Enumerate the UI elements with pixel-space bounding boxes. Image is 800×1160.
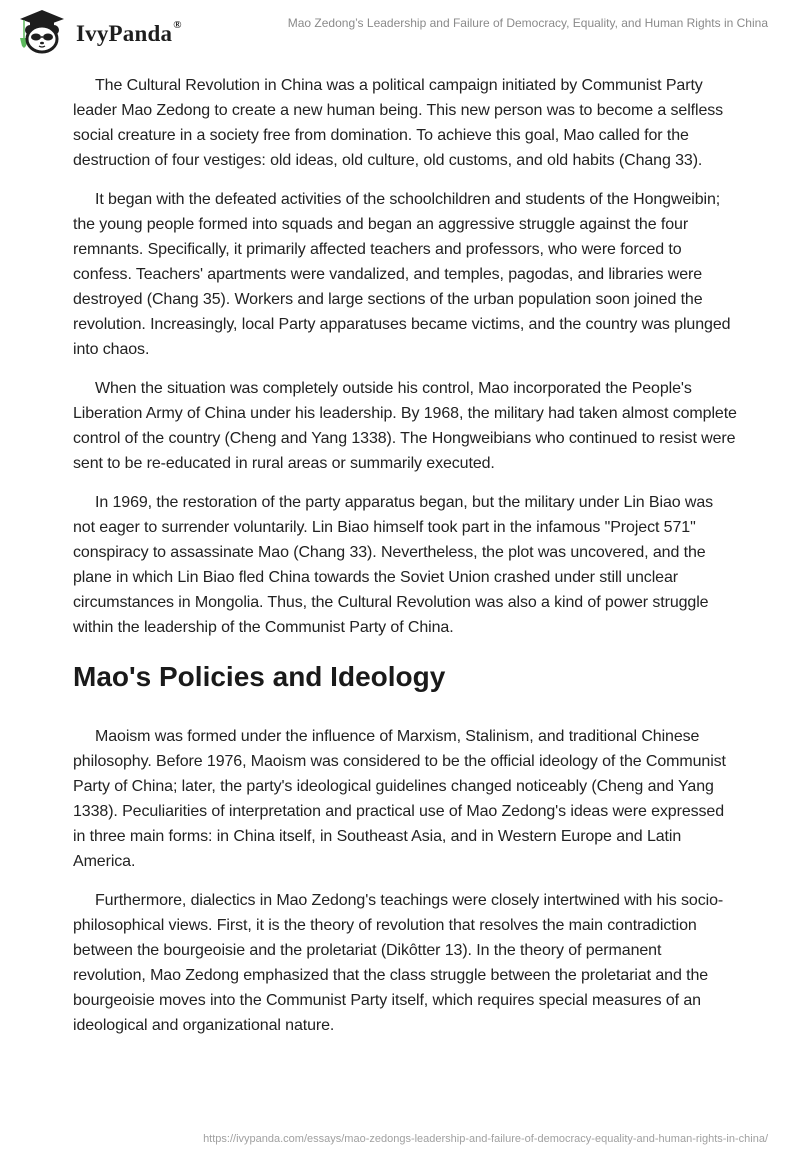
document-title: Mao Zedong’s Leadership and Failure of Democracy, Equality, and Human Rights in China [287, 16, 768, 30]
paragraph: Furthermore, dialectics in Mao Zedong's teachings were closely intertwined with his socio-philosophical views. First, it is the theory of revolution that resolves the main contradiction between the bourgeoisie and the proletariat (Dikôtter 13). In the theory of permanent revolution, Mao Zedong emphasized that the class struggle between the proletariat and the bourgeoisie moves into the Communist Party itself, which requires special measures of an ideological and organizational nature. [73, 892, 724, 1034]
paragraph: The Cultural Revolution in China was a political campaign initiated by Communist Party leader Mao Zedong to create a new human being. This new person was to become a selfless social creature in a society free from domination. To achieve this goal, Mao called for the destruction of four vestiges: old ideas, old culture, old customs, and old habits (Chang 33). [73, 77, 724, 169]
registered-mark: ® [173, 19, 182, 31]
essay-body [73, 73, 738, 1052]
ivypanda-logo[interactable] [16, 8, 182, 54]
paragraph: It began with the defeated activities of the schoolchildren and students of the Hongweibin; the young people formed into squads and began an aggressive struggle against the four remnants. Specifically, it primarily affected teachers and professors, who were forced to confess. Teachers' apartments were vandalized, and temples, pagodas, and libraries were destroyed (Chang 35). Workers and large sections of the urban population soon joined the revolution. Increasingly, local Party apparatuses became victims, and the country was plunged into chaos. [73, 191, 731, 358]
source-url-link[interactable]: https://ivypanda.com/essays/mao-zedongs-leadership-and-failure-of-democracy-equality-and-human-rights-in-china/ [203, 1133, 768, 1145]
page-header [0, 0, 800, 60]
paragraph: When the situation was completely outside his control, Mao incorporated the People's Liberation Army of China under his leadership. By 1968, the military had taken almost complete control of the country (Cheng and Yang 1338). The Hongweibians who continued to resist were sent to be re-educated in rural areas or summarily executed. [73, 380, 737, 472]
section-heading: Mao's Policies and Ideology [73, 661, 446, 692]
paragraph: In 1969, the restoration of the party apparatus began, but the military under Lin Biao was not eager to surrender voluntarily. Lin Biao himself took part in the infamous "Project 571" conspiracy to assassinate Mao (Chang 33). Nevertheless, the plot was uncovered, and the plane in which Lin Biao fled China towards the Soviet Union crashed under still unclear circumstances in Mongolia. Thus, the Cultural Revolution was also a kind of power struggle within the leadership of the Communist Party of China. [73, 494, 714, 636]
paragraph: Maoism was formed under the influence of Marxism, Stalinism, and traditional Chinese philosophy. Before 1976, Maoism was considered to be the official ideology of the Communist Party of China; later, the party's ideological guidelines changed noticeably (Cheng and Yang 1338). Peculiarities of interpretation and practical use of Mao Zedong's ideas were expressed in three main forms: in China itself, in Southeast Asia, and in Western Europe and Latin America. [73, 728, 726, 870]
panda-graduate-icon [16, 8, 68, 54]
logo-text: IvyPanda® [76, 19, 182, 46]
